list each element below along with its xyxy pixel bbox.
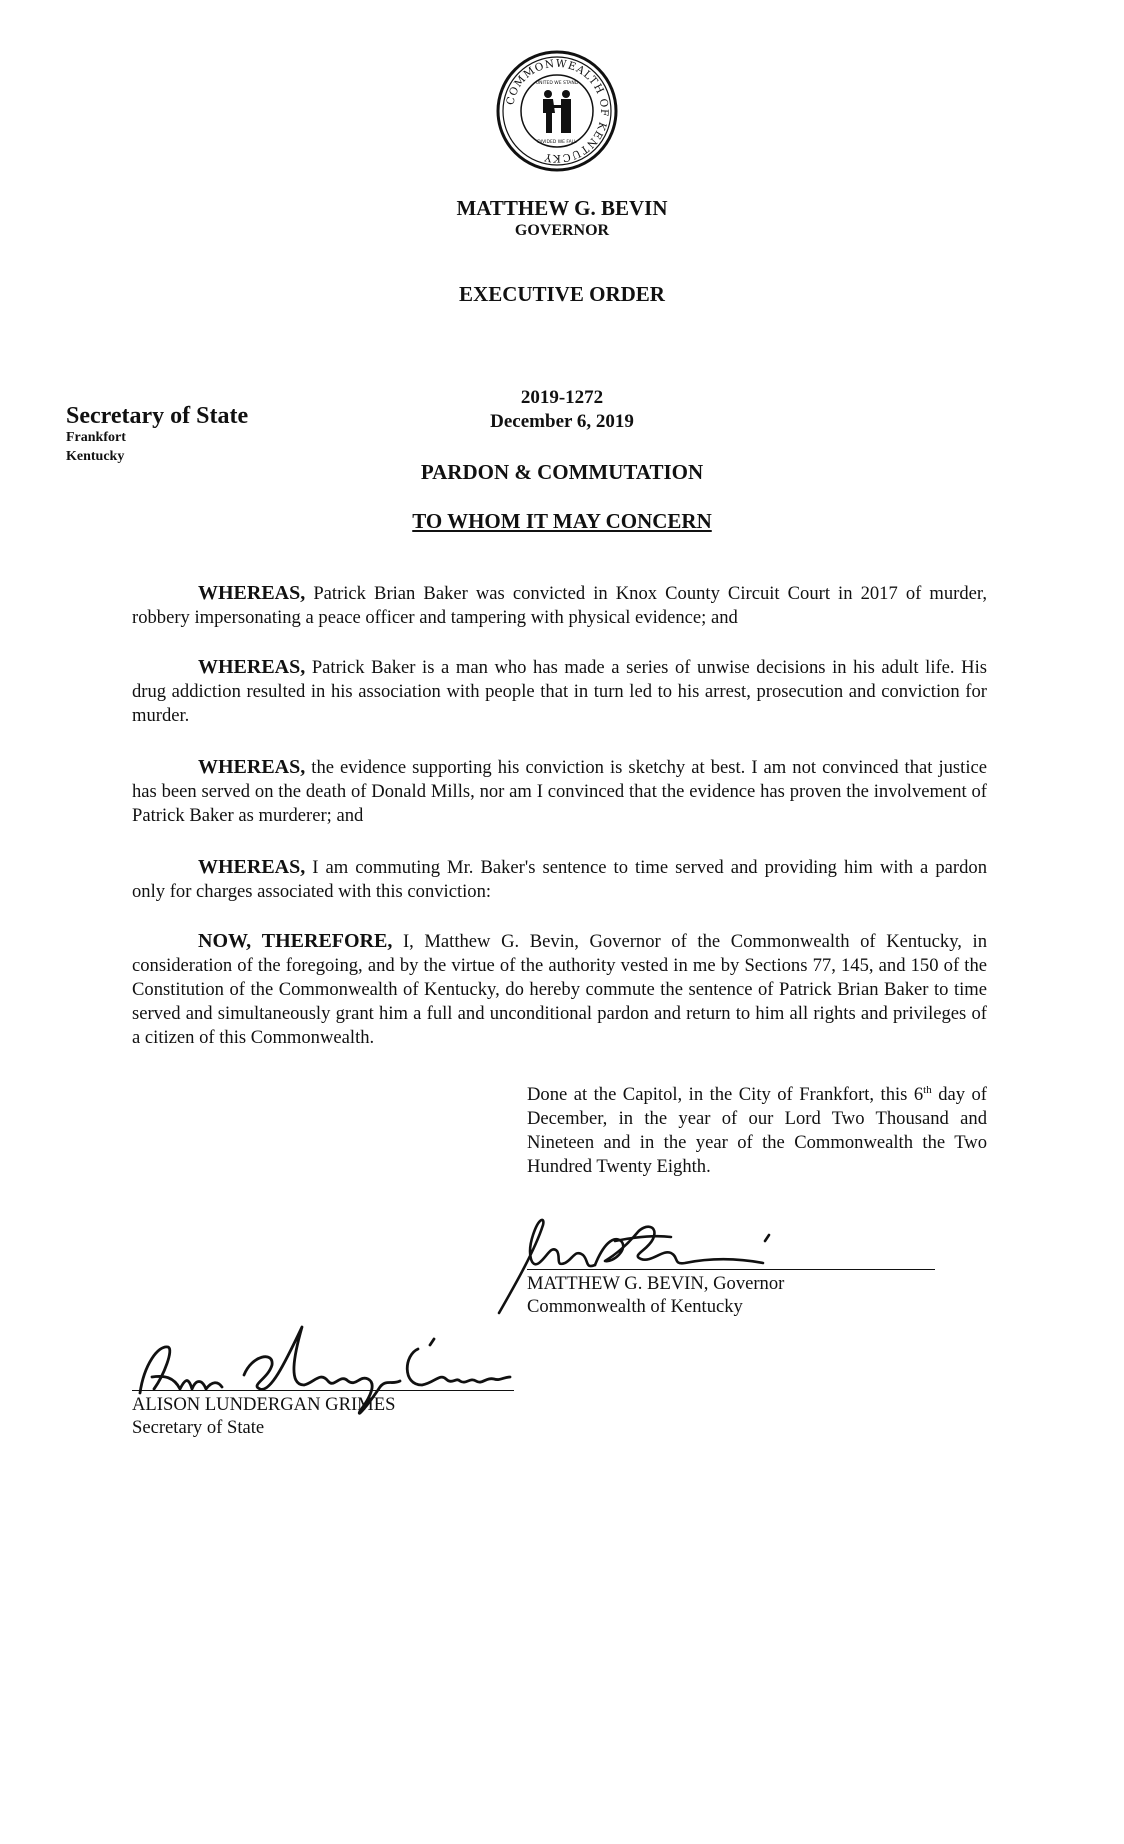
whereas-paragraph-4: [132, 855, 987, 904]
paragraph-text: Patrick Brian Baker was convicted in Knox County Circuit Court in 2017 of murder, robbery impersonating a peace officer and tampering with physical evidence; and: [132, 583, 987, 628]
closing-line-1: Done at the Capitol, in the City of Frankfort, this: [527, 1084, 914, 1106]
paragraph-lead: WHEREAS,: [198, 582, 306, 604]
order-date: December 6, 2019: [490, 411, 634, 432]
closing-day: 6: [913, 1084, 924, 1106]
paragraph-text: the evidence supporting his conviction is sketchy at best. I am not convinced that justice has been served on the death of Donald Mills, nor am I convinced that the evidence has proven the involvement of Patrick Baker as murderer; and: [132, 757, 987, 826]
governor-signature-title: Commonwealth of Kentucky: [527, 1296, 743, 1317]
paragraph-lead: WHEREAS,: [198, 656, 306, 678]
governor-signature-name: MATTHEW G. BEVIN, Governor: [527, 1273, 785, 1294]
governor-title: GOVERNOR: [514, 222, 610, 239]
secretary-of-state-title: Secretary of State: [66, 403, 249, 429]
closing-day-suffix: th: [923, 1084, 932, 1096]
paragraph-lead: WHEREAS,: [198, 756, 306, 778]
salutation: TO WHOM IT MAY CONCERN: [412, 509, 712, 533]
closing-line-2: day of December, in the year of our Lord Two Thousand and Nineteen and in the year of the Commonwealth the Two Hundred Twenty Eighth.: [527, 1084, 987, 1178]
governor-name: MATTHEW G. BEVIN: [456, 196, 668, 220]
seal-motto-top: UNITED WE STAND: [535, 81, 579, 86]
secretary-signature-line: [132, 1390, 514, 1391]
document-title: EXECUTIVE ORDER: [459, 282, 665, 306]
paragraph-text: I, Matthew G. Bevin, Governor of the Commonwealth of Kentucky, in consideration of the foregoing, and by the virtue of the authority vested in me by Sections 77, 145, and 150 of the Constitution of the Commonwealth of Kentucky, do hereby commute the sentence of Patrick Brian Baker to time served and simultaneously grant him a full and unconditional pardon and return to him all rights and privileges of a citizen of this Commonwealth.: [132, 931, 987, 1048]
governor-signature-line: [527, 1269, 935, 1270]
secretary-city: Frankfort: [66, 430, 126, 445]
now-therefore-paragraph: [132, 929, 987, 1050]
order-type: PARDON & COMMUTATION: [420, 460, 704, 484]
paragraph-text: Patrick Baker is a man who has made a series of unwise decisions in his adult life. His drug addiction resulted in his association with people that in turn led to his arrest, prosecution and conviction for murder.: [132, 657, 987, 726]
whereas-paragraph-2: [132, 655, 987, 728]
secretary-signature-name: ALISON LUNDERGAN GRIMES: [132, 1394, 396, 1415]
svg-text:COMMONWEALTH OF KENTUCKY: [504, 58, 610, 164]
paragraph-lead: WHEREAS,: [198, 856, 306, 878]
secretary-state: Kentucky: [66, 449, 125, 464]
paragraph-lead: NOW, THEREFORE,: [198, 930, 393, 952]
whereas-paragraph-3: [132, 755, 987, 828]
whereas-paragraph-1: [132, 581, 987, 630]
kentucky-seal-icon: [496, 50, 618, 172]
seal-motto-bottom: DIVIDED WE FALL: [537, 140, 577, 145]
seal-ring-text: COMMONWEALTH OF KENTUCKY: [504, 57, 611, 165]
secretary-signature-title: Secretary of State: [132, 1417, 265, 1438]
closing-paragraph: [527, 1078, 987, 1179]
paragraph-text: I am commuting Mr. Baker's sentence to time served and providing him with a pardon only for charges associated with this conviction:: [132, 857, 987, 902]
order-number: 2019-1272: [520, 387, 604, 408]
